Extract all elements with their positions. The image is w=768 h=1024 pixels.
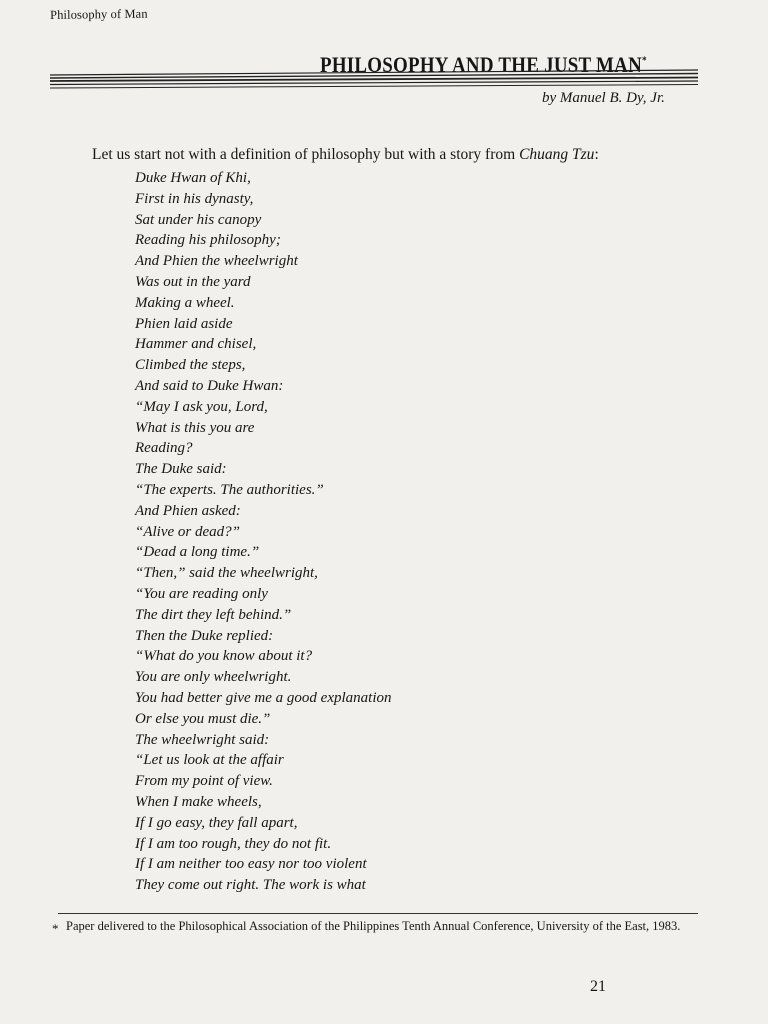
poem-line: “May I ask you, Lord, [135,398,268,415]
poem-line: Hammer and chisel, [135,336,257,353]
footnote-rule [58,913,698,914]
poem-line: The dirt they left behind.” [135,606,292,623]
poem-line: What is this you are [135,419,255,436]
poem-line: You had better give me a good explanation [135,689,392,706]
intro-text: Let us start not with a definition of philosophy but with a story from [92,146,520,163]
poem-line: If I am neither too easy nor too violent [135,856,367,873]
page-number: 21 [590,978,606,995]
poem-line: “What do you know about it? [135,648,313,665]
poem-line: Duke Hwan of Khi, [135,170,251,186]
poem-line: And Phien asked: [135,502,241,519]
footnote-text: Paper delivered to the Philosophical Association of the Philippines Tenth Annual Conference, University of the East, 1983. [66,919,681,933]
poem-line: The wheelwright said: [135,731,270,748]
poem-line: “The experts. The authorities.” [135,481,324,498]
intro-source: Chuang Tzu [519,146,595,163]
poem-line: You are only wheelwright. [135,669,292,686]
poem-line: If I am too rough, they do not fit. [135,835,332,852]
poem-line: Was out in the yard [135,273,251,290]
poem-line: “Then,” said the wheelwright, [135,565,318,582]
poem-line: First in his dynasty, [135,190,254,207]
title-text: PHILOSOPHY AND THE JUST MAN [320,52,643,77]
poem-line: If I go easy, they fall apart, [135,814,298,831]
title-footnote-mark: * [642,54,648,67]
intro-end: : [594,146,599,163]
poem-line: “You are reading only [135,585,268,602]
poem-line: Sat under his canopy [135,211,262,228]
poem-line: The Duke said: [135,461,227,478]
byline: by Manuel B. Dy, Jr. [542,90,665,106]
poem-line: Climbed the steps, [135,357,246,374]
poem [135,168,392,896]
poem-line: “Let us look at the affair [135,752,284,769]
poem-line: Making a wheel. [135,294,235,311]
poem-line: And Phien the wheelwright [135,253,298,270]
footnote-mark: * [52,921,59,936]
poem-line: When I make wheels, [135,793,262,810]
poem-line: They come out right. The work is what [135,877,366,894]
poem-line: “Alive or dead?” [135,523,240,540]
poem-line: And said to Duke Hwan: [135,377,284,394]
running-head: Philosophy of Man [50,6,148,22]
poem-line: Then the Duke replied: [135,627,274,644]
intro-paragraph [92,146,599,164]
poem-line: “Dead a long time.” [135,544,260,561]
poem-line: Reading? [135,440,193,457]
poem-line: Reading his philosophy; [135,232,281,249]
poem-line: Or else you must die.” [135,710,271,727]
poem-line: From my point of view. [135,773,273,790]
poem-line: Phien laid aside [135,315,233,332]
